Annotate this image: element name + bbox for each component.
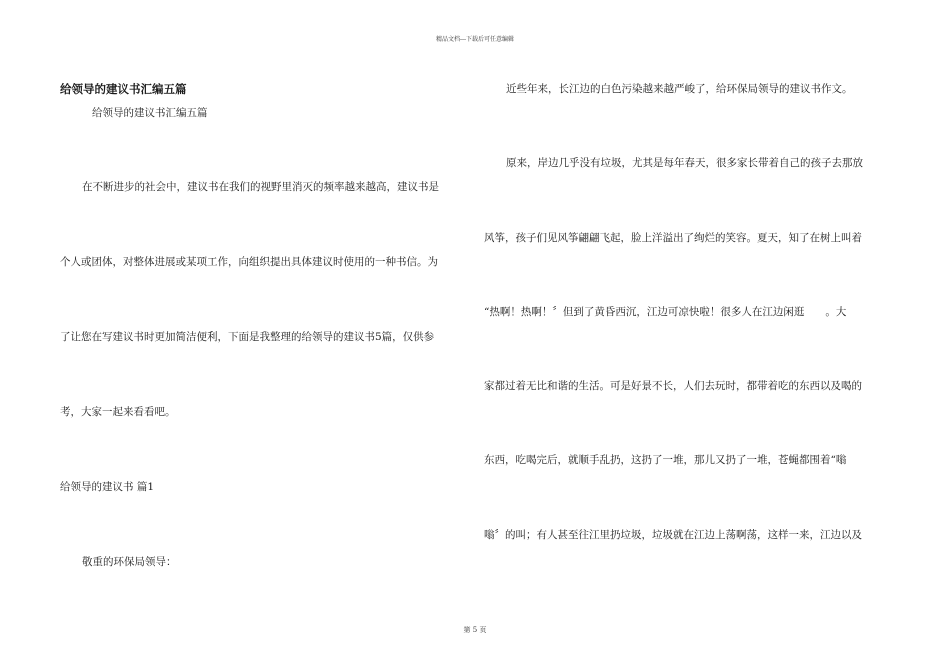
page-header-note: 精品文档---下载后可任意编辑 bbox=[435, 36, 515, 43]
letter-salutation: 敬重的环保局领导： bbox=[82, 556, 177, 568]
document-subtitle: 给领导的建议书汇编五篇 bbox=[92, 107, 208, 119]
section-heading: 给领导的建议书 篇1 bbox=[60, 481, 155, 493]
page-number: 第 5 页 bbox=[463, 626, 487, 634]
document-title: 给领导的建议书汇编五篇 bbox=[60, 82, 187, 96]
body-line-7: 嗡〞的叫；有人甚至往江里扔垃圾，垃圾就在江边上荡啊荡，这样一来，江边以及 bbox=[484, 529, 862, 541]
body-line-2: 原来，岸边几乎没有垃圾，尤其是每年春天，很多家长带着自己的孩子去那放 bbox=[506, 157, 863, 169]
body-line-4: “热啊！热啊！〞但到了黄昏西沉，江边可凉快啦！很多人在江边闲逛 。大 bbox=[484, 306, 847, 318]
intro-paragraph-line-4: 考，大家一起来看看吧。 bbox=[60, 406, 176, 418]
body-line-1: 近些年来，长江边的白色污染越来越严峻了，给环保局领导的建议书作文。 bbox=[506, 83, 853, 95]
intro-paragraph-line-2: 个人或团体，对整体进展或某项工作，向组织提出具体建议时使用的一种书信。为 bbox=[60, 256, 438, 268]
intro-paragraph-line-1: 在不断进步的社会中，建议书在我们的视野里消灭的频率越来越高，建议书是 bbox=[82, 181, 439, 193]
intro-paragraph-line-3: 了让您在写建议书时更加简洁便利，下面是我整理的给领导的建议书5篇，仅供参 bbox=[60, 331, 435, 343]
body-line-6: 东西，吃喝完后，就顺手乱扔，这扔了一堆，那儿又扔了一堆，苍蝇都围着“嗡 bbox=[484, 454, 847, 466]
body-line-3: 风筝，孩子们见风筝翩翩飞起，脸上洋溢出了绚烂的笑容。夏天，知了在树上叫着 bbox=[484, 232, 862, 244]
body-line-5: 家都过着无比和谐的生活。可是好景不长，人们去玩时，都带着吃的东西以及喝的 bbox=[484, 380, 862, 392]
